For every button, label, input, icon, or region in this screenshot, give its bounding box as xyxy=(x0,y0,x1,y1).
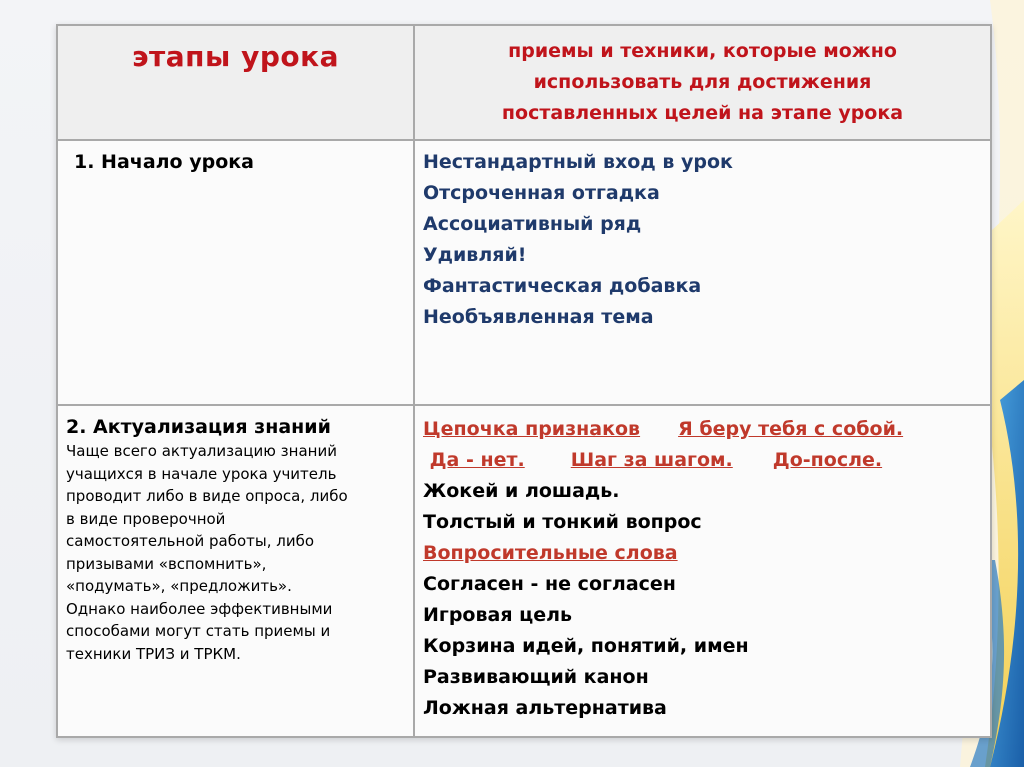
technique-link-question-words[interactable]: Вопросительные слова xyxy=(423,542,678,564)
technique-item: Необъявленная тема xyxy=(423,306,654,328)
techniques-cell xyxy=(414,140,991,405)
stage-title: 2. Актуализация знаний xyxy=(66,416,331,438)
header-stages-label: этапы урока xyxy=(131,40,340,73)
technique-item: Согласен - не согласен xyxy=(423,573,676,595)
technique-item: Развивающий канон xyxy=(423,666,649,688)
technique-item: Нестандартный вход в урок xyxy=(423,151,733,173)
technique-link-before-after[interactable]: До-после. xyxy=(772,449,883,471)
technique-item: Корзина идей, понятий, имен xyxy=(423,635,749,657)
header-cell-techniques xyxy=(414,25,991,140)
table-row xyxy=(57,405,991,737)
header-cell-stages xyxy=(57,25,414,140)
lesson-stages-table xyxy=(56,24,992,738)
techniques-cell xyxy=(414,405,991,737)
technique-link-line xyxy=(423,414,990,445)
technique-item: Удивляй! xyxy=(423,244,527,266)
stage-cell xyxy=(57,405,414,737)
technique-link-line xyxy=(423,538,990,569)
technique-item: Ассоциативный ряд xyxy=(423,213,642,235)
technique-link-line xyxy=(423,445,990,476)
technique-item: Отсроченная отгадка xyxy=(423,182,660,204)
technique-item: Ложная альтернатива xyxy=(423,697,667,719)
technique-link-step-by-step[interactable]: Шаг за шагом. xyxy=(570,449,733,471)
technique-item: Игровая цель xyxy=(423,604,573,626)
technique-item: Жокей и лошадь. xyxy=(423,480,620,502)
stage-title: 1. Начало урока xyxy=(74,151,254,173)
technique-item: Толстый и тонкий вопрос xyxy=(423,511,702,533)
table-row xyxy=(57,140,991,405)
stage-description: Чаще всего актуализацию знаний учащихся в начале урока учитель проводит либо в виде опроса, либо в виде проверочной самостоятельной работы, либо призывами «вспомнить», «подумать», «предложить». Однако наиболее эффективными способами могут стать приемы и техники ТРИЗ и ТРКМ. xyxy=(66,442,348,663)
technique-link-chain-of-features[interactable]: Цепочка признаков xyxy=(423,418,641,440)
header-techniques-label: приемы и техники, которые можно использовать для достижения поставленных целей на этапе урока xyxy=(501,40,904,124)
technique-link-yes-no[interactable]: Да - нет. xyxy=(429,449,525,471)
stage-cell xyxy=(57,140,414,405)
technique-link-take-you-with-me[interactable]: Я беру тебя с собой. xyxy=(678,418,904,440)
technique-item: Фантастическая добавка xyxy=(423,275,702,297)
table-header-row xyxy=(57,25,991,140)
